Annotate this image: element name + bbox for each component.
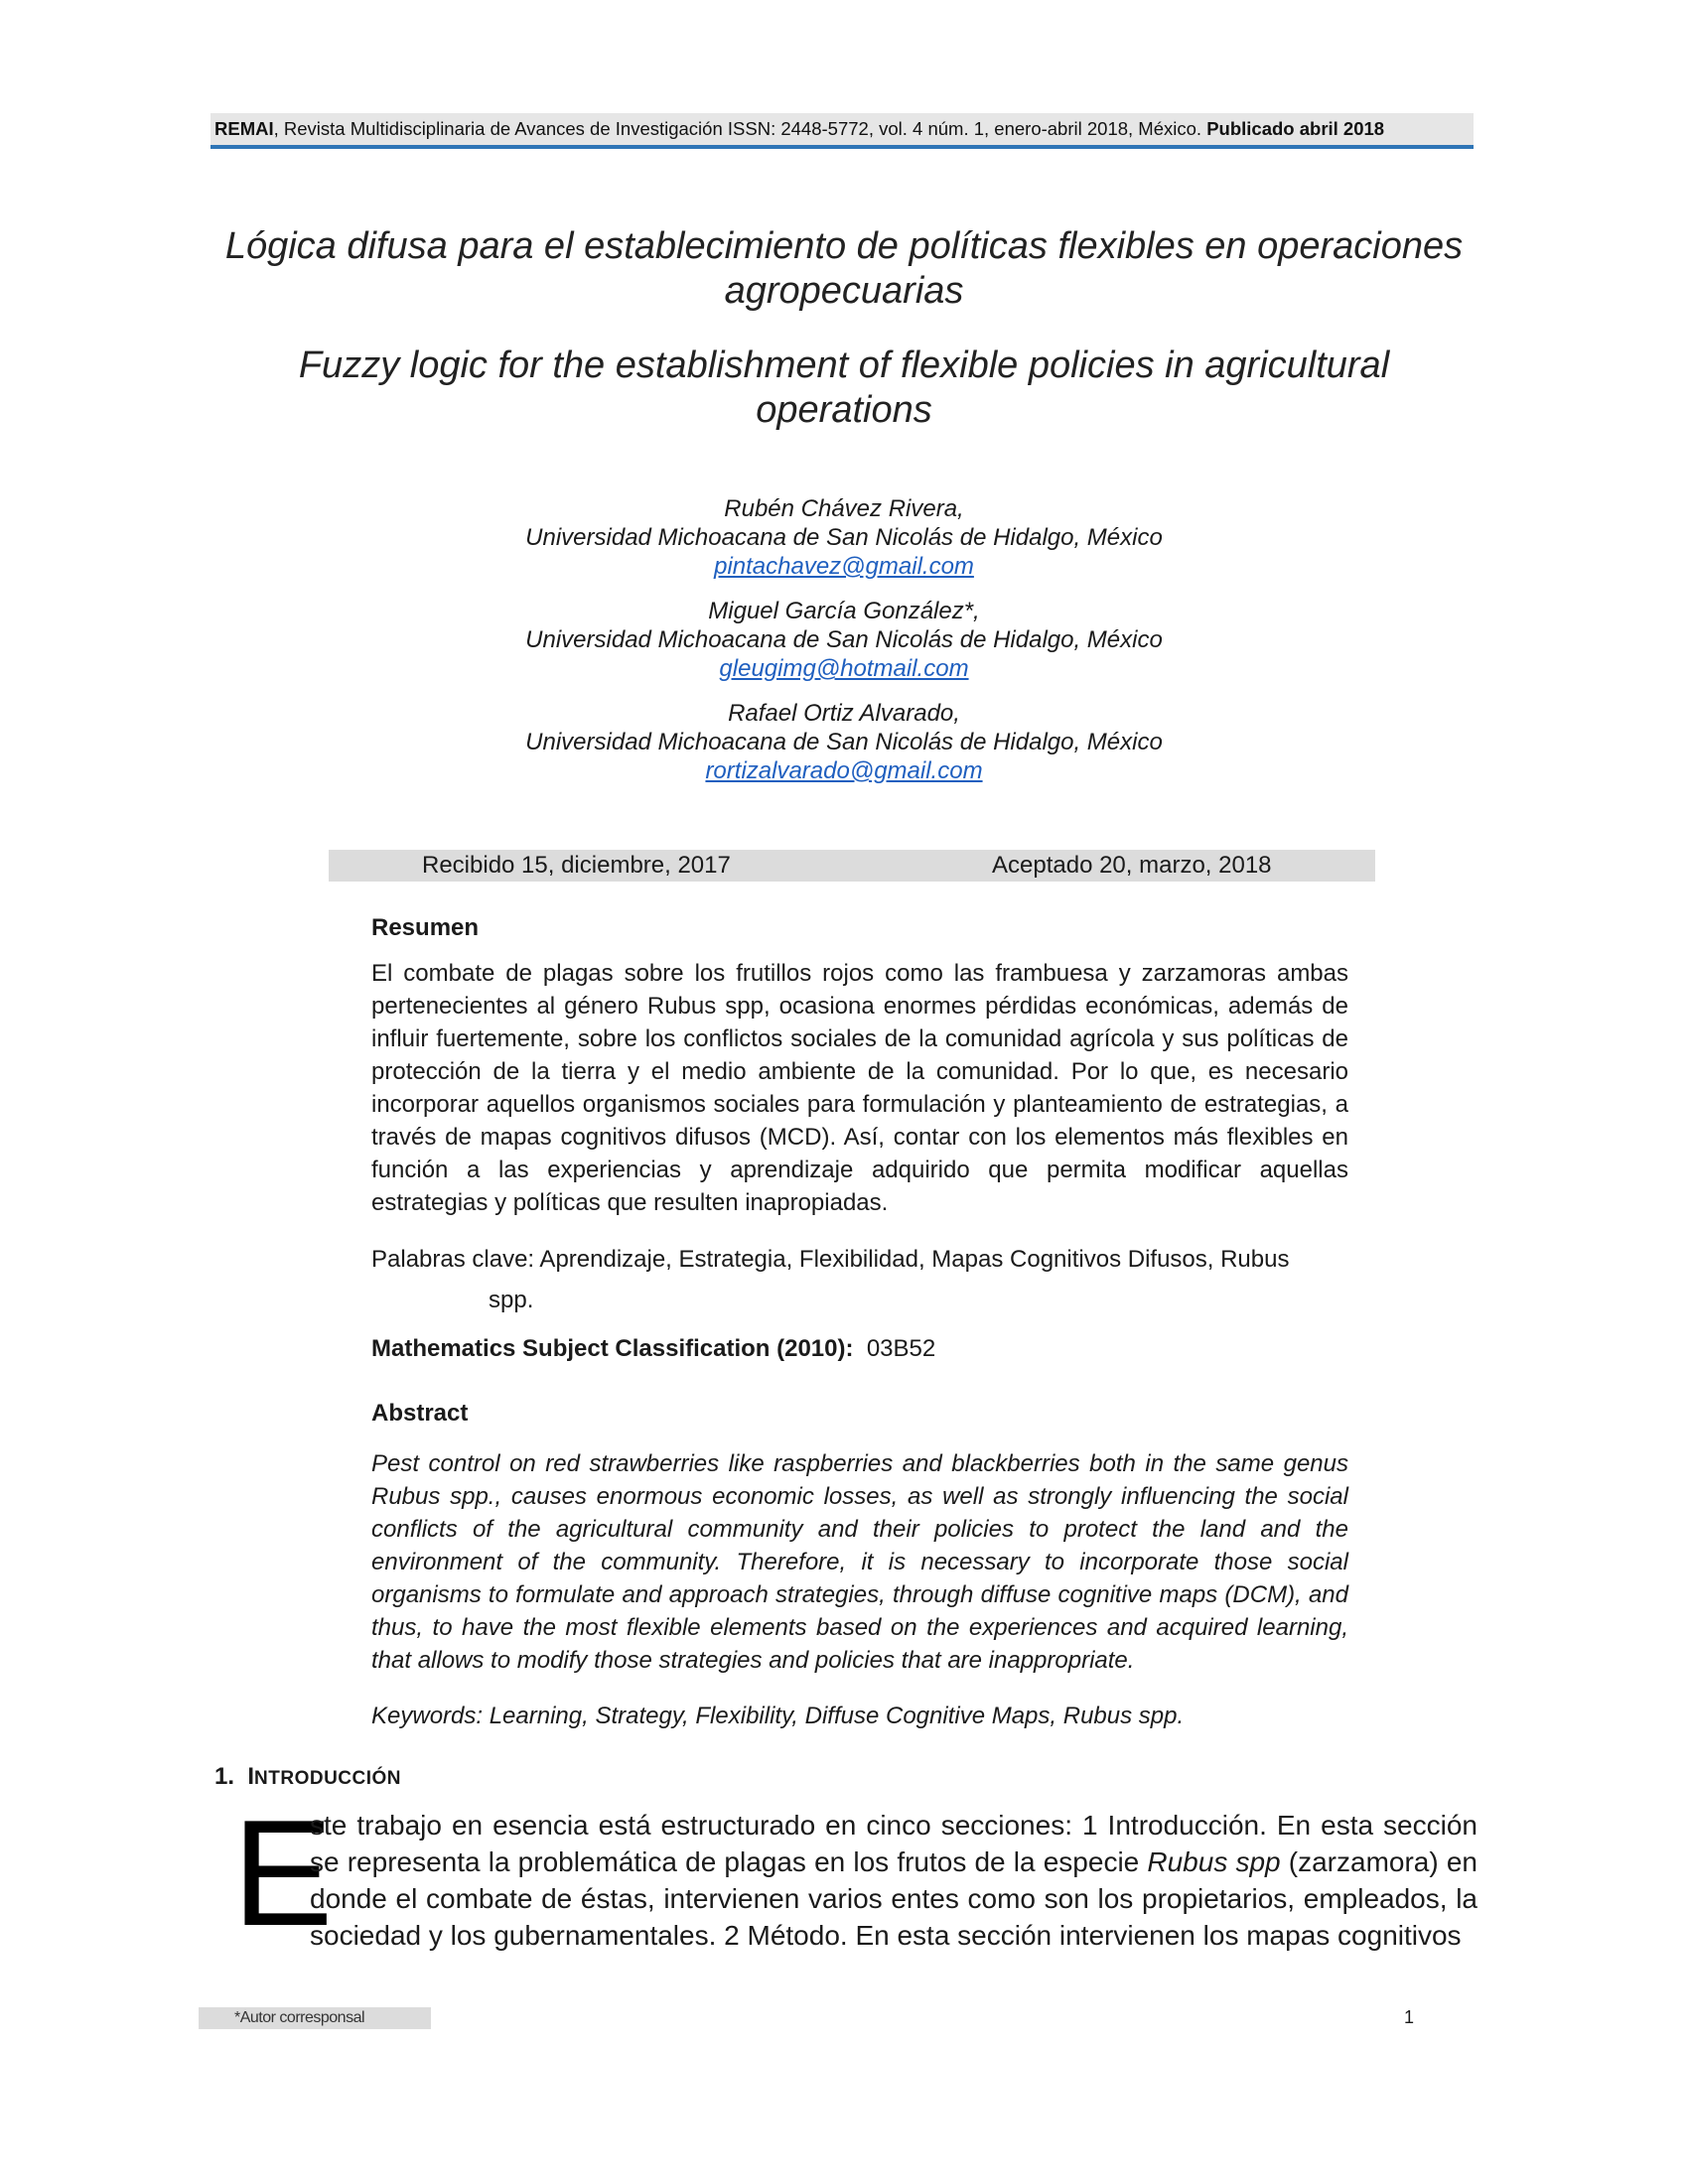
- received-date: Recibido 15, diciembre, 2017: [422, 852, 731, 879]
- author-2: [397, 597, 1291, 683]
- author-email-link[interactable]: rortizalvarado@gmail.com: [705, 757, 983, 784]
- resumen-text: El combate de plagas sobre los frutillos rojos como las frambuesa y zarzamoras ambas pertenecientes al género Rubus spp, ocasiona enormes pérdidas económicas, además de influir fuertemente, sobre los conflictos sociales de la comunidad agrícola y sus políticas de protección de la tierra y el medio ambiente de la comunidad. Por lo que, es necesario incorporar aquellos organismos sociales para formulación y planteamiento de estrategias, a través de mapas cognitivos difusos (MCD). Así, contar con los elementos más flexibles en función a las experiencias y aprendizaje adquirido que permita modificar aquellas estrategias y políticas que resulten inapropiadas.: [371, 960, 1348, 1216]
- title-english: Fuzzy logic for the establishment of flexible policies in agricultural operations: [298, 344, 1390, 431]
- page-number: 1: [1404, 2007, 1415, 2027]
- section-title-rest: NTRODUCCIÓN: [254, 1768, 402, 1789]
- intro-text-2: (zarzamora) en donde el combate de éstas, intervienen varios entes como son los propietarios, empleados, la sociedad y los gubernamentales. 2 Método. En esta sección intervienen los mapas cognitivos: [310, 1846, 1477, 1951]
- title-spanish: Lógica difusa para el establecimiento de políticas flexibles en operaciones agropecuarias: [224, 225, 1464, 312]
- author-name: Rubén Chávez Rivera,: [724, 495, 964, 522]
- intro-paragraph: [310, 1807, 1477, 1954]
- intro-species: Rubus spp: [1147, 1846, 1281, 1877]
- intro-text-1: ste trabajo en esencia está estructurado en cinco secciones: 1 Introducción. En esta sección se representa la problemática de plagas en los frutos de la especie: [310, 1810, 1477, 1877]
- author-name: Rafael Ortiz Alvarado,: [728, 700, 960, 727]
- author-3: [397, 699, 1291, 785]
- resumen-section: [371, 911, 1348, 944]
- title-block: [211, 224, 1477, 433]
- journal-info: , Revista Multidisciplinaria de Avances de Investigación ISSN: 2448-5772, vol. 4 núm. 1, enero-abril 2018, México.: [273, 118, 1207, 139]
- publication-date: Publicado abril 2018: [1206, 118, 1385, 139]
- author-email-link[interactable]: pintachavez@gmail.com: [714, 553, 974, 580]
- section-title-first-letter: I: [247, 1763, 255, 1790]
- section-heading-introduccion: [214, 1763, 401, 1791]
- msc-value: 03B52: [866, 1335, 936, 1362]
- author-affiliation: Universidad Michoacana de San Nicolás de Hidalgo, México: [525, 626, 1163, 653]
- accepted-date: Aceptado 20, marzo, 2018: [992, 852, 1272, 879]
- keywords-line-2: spp.: [489, 1287, 534, 1313]
- journal-header: [211, 113, 1474, 149]
- msc-classification: [371, 1332, 935, 1365]
- section-number: 1.: [214, 1763, 235, 1790]
- author-affiliation: Universidad Michoacana de San Nicolás de Hidalgo, México: [525, 524, 1163, 551]
- author-list: [397, 494, 1291, 801]
- drop-cap: E: [232, 1789, 334, 1958]
- abstract-heading: Abstract: [371, 1400, 469, 1427]
- author-1: [397, 494, 1291, 581]
- author-name: Miguel García González*,: [708, 598, 980, 624]
- author-affiliation: Universidad Michoacana de San Nicolás de Hidalgo, México: [525, 729, 1163, 755]
- resumen-heading: Resumen: [371, 914, 480, 941]
- journal-name: REMAI: [214, 118, 274, 139]
- corresponding-author-footnote: *Autor corresponsal: [199, 2007, 431, 2029]
- abstract-text: Pest control on red strawberries like raspberries and blackberries both in the same genus Rubus spp., causes enormous economic losses, as well as strongly influencing the social conflicts of the agricultural community and their policies to protect the land and the environment of the community. Therefore, it is necessary to incorporate those social organisms to formulate and approach strategies, through diffuse cognitive maps (DCM), and thus, to have the most flexible elements based on the experiences and acquired learning, that allows to modify those strategies and policies that are inappropriate.: [371, 1450, 1348, 1674]
- palabras-clave: [371, 1239, 1348, 1320]
- dates-bar: [329, 850, 1375, 882]
- author-email-link[interactable]: gleugimg@hotmail.com: [719, 655, 969, 682]
- keywords-line-1: Palabras clave: Aprendizaje, Estrategia, Flexibilidad, Mapas Cognitivos Difusos, Rubus: [371, 1246, 1290, 1273]
- keywords-english: Keywords: Learning, Strategy, Flexibility, Diffuse Cognitive Maps, Rubus spp.: [371, 1703, 1185, 1729]
- msc-label: Mathematics Subject Classification (2010):: [371, 1335, 854, 1362]
